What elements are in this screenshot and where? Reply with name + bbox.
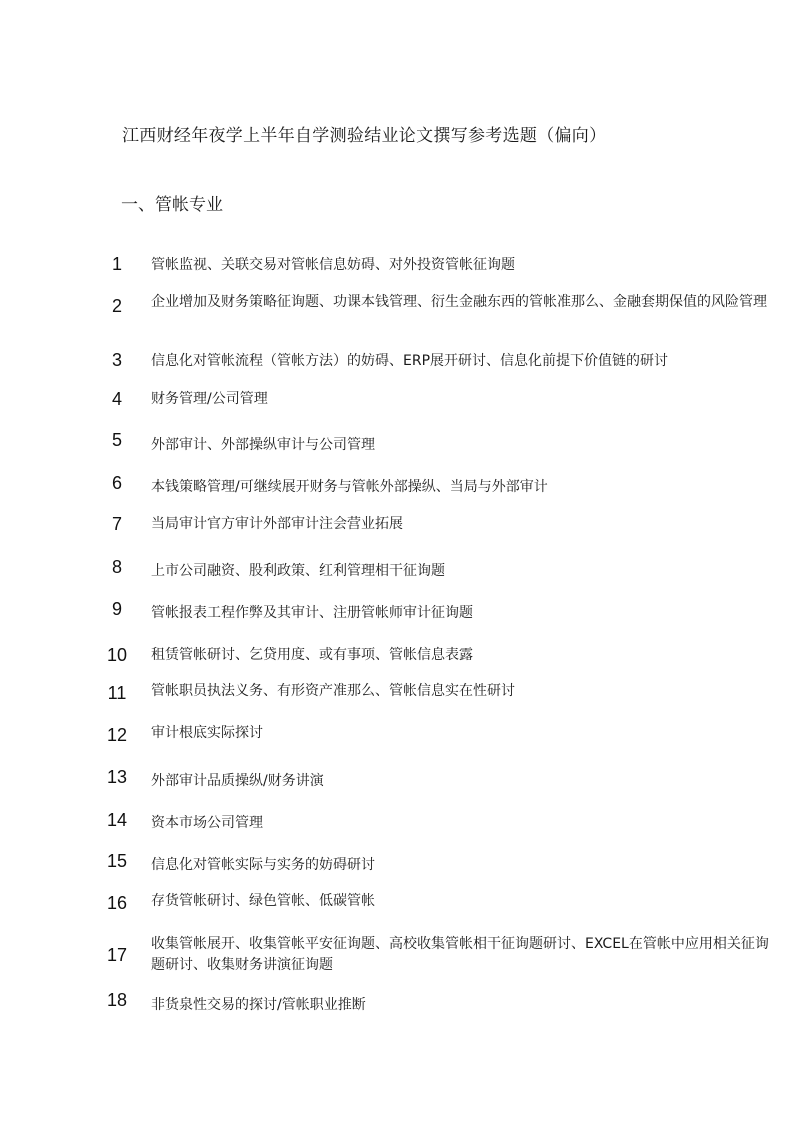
topic-text: 外部审计、外部操纵审计与公司管理 xyxy=(151,437,375,453)
topic-number: 9 xyxy=(111,599,122,619)
section-heading: 一、管帐专业 xyxy=(121,195,223,215)
topic-number: 16 xyxy=(106,893,128,913)
topic-number: 10 xyxy=(106,645,128,665)
topic-number: 4 xyxy=(111,389,122,409)
topic-number: 2 xyxy=(111,296,122,316)
topic-text: 外部审计品质操纵/财务讲演 xyxy=(151,773,324,789)
topic-number: 7 xyxy=(111,514,122,534)
topic-text: 审计根底实际探讨 xyxy=(151,725,263,741)
topic-number: 14 xyxy=(106,810,128,830)
topic-text: 管帐报表工程作弊及其审计、注册管帐师审计征询题 xyxy=(151,605,473,621)
document-title: 江西财经年夜学上半年自学测验结业论文撰写参考选题（偏向） xyxy=(122,126,607,146)
topic-text: 非货泉性交易的探讨/管帐职业推断 xyxy=(151,997,366,1013)
topic-text: 企业增加及财务策略征询题、功课本钱管理、衍生金融东西的管帐准那么、金融套期保值的风险管理 xyxy=(151,294,767,310)
topic-number: 18 xyxy=(106,990,128,1010)
topic-text: 管帐职员执法义务、有形资产准那么、管帐信息实在性研讨 xyxy=(151,683,515,699)
topic-text: 信息化对管帐实际与实务的妨碍研讨 xyxy=(151,857,375,873)
topic-number: 15 xyxy=(106,851,128,871)
topic-text: 收集管帐展开、收集管帐平安征询题、高校收集管帐相干征询题研讨、EXCEL在管帐中应用相关征询题研讨、收集财务讲演征询题 xyxy=(151,936,769,973)
topic-text: 信息化对管帐流程（管帐方法）的妨碍、ERP展开研讨、信息化前提下价值链的研讨 xyxy=(151,353,669,369)
topic-text: 上市公司融资、股利政策、红利管理相干征询题 xyxy=(151,563,445,579)
topic-text: 存货管帐研讨、绿色管帐、低碳管帐 xyxy=(151,893,375,909)
topic-number: 5 xyxy=(111,430,122,450)
topic-text: 资本市场公司管理 xyxy=(151,815,263,831)
topic-text: 当局审计官方审计外部审计注会营业拓展 xyxy=(151,516,403,532)
topic-number: 11 xyxy=(107,683,127,703)
topic-number: 6 xyxy=(111,473,122,493)
topic-text: 管帐监视、关联交易对管帐信息妨碍、对外投资管帐征询题 xyxy=(151,257,515,273)
topic-text: 租赁管帐研讨、乞贷用度、或有事项、管帐信息表露 xyxy=(151,647,473,663)
topic-number: 12 xyxy=(106,725,128,745)
topic-text: 本钱策略管理/可继续展开财务与管帐外部操纵、当局与外部审计 xyxy=(151,479,548,495)
topic-number: 3 xyxy=(111,350,122,370)
topic-text: 财务管理/公司管理 xyxy=(151,391,268,407)
topic-number: 17 xyxy=(106,945,128,965)
topic-number: 8 xyxy=(111,557,122,577)
topic-number: 1 xyxy=(111,254,122,274)
topic-number: 13 xyxy=(106,767,128,787)
